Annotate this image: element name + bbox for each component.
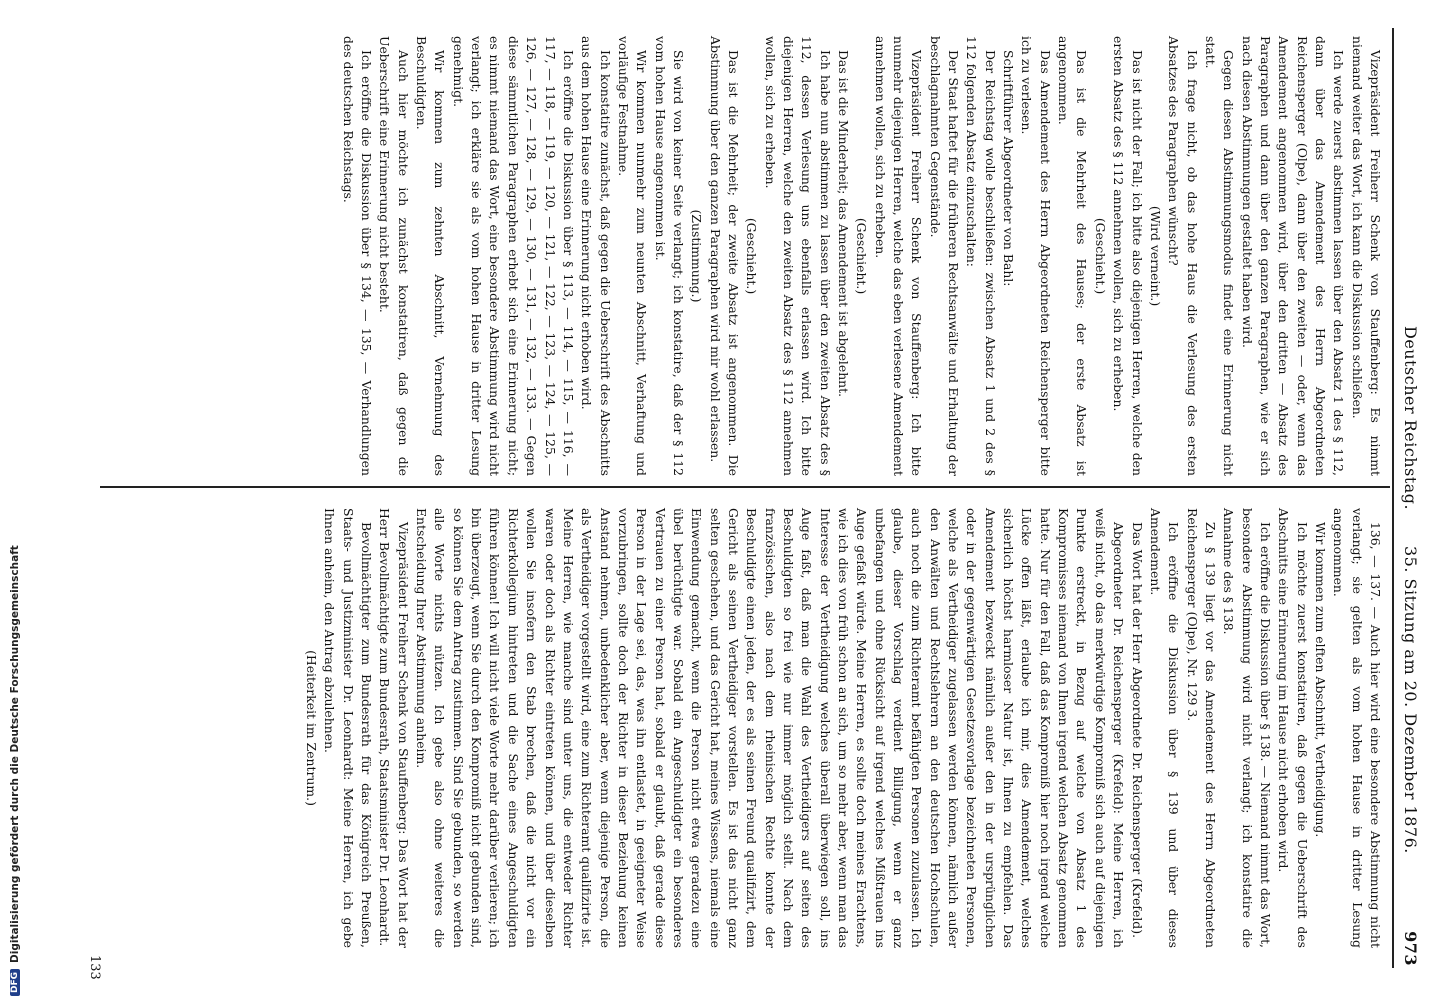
paragraph: Ich möchte zuerst konstatiren, daß gegen die Ueberschrift des Abschnitts eine Erinnerung im Hause nicht erhoben wird. [1276, 508, 1310, 948]
paragraph: Der Reichstag wolle beschließen: zwischen Absatz 1 und 2 des § 112 folgenden Absatz einzuschalten: [964, 36, 998, 476]
header-sitting: 35. Sitzung am 20. Dezember 1876. [1401, 546, 1420, 854]
running-header [1396, 36, 1422, 966]
paragraph: Ich werde zuerst abstimmen lassen über den Absatz 1 des § 112, dann über das Amendement des Herrn Abgeordneten Reichensperger (Olpe), dann über den zweiten — oder, wenn das Amendement angenommen wird, über den dritten — Absatz des Paragraphen und dann über den ganzen Paragraphen, wie er sich nach diesen Abstimmungen gestaltet haben wird. [1239, 36, 1347, 476]
digitization-credit: Digitalisierung gefördert durch die Deutsche Forschungsgemeinschaft [9, 545, 21, 963]
paragraph: Auch hier möchte ich zunächst konstatiren, daß gegen die Ueberschrift eine Erinnerung nicht besteht. [377, 36, 411, 476]
paragraph: Gegen diesen Abstimmungsmodus findet eine Erinnerung nicht statt. [1202, 36, 1237, 476]
paragraph: Das ist die Mehrheit des Hauses; der erste Absatz ist angenommen. [1056, 36, 1090, 476]
paragraph: (Zustimmung.) [689, 209, 705, 303]
paragraph: (Geschieht.) [744, 217, 760, 295]
paragraph: Vizepräsident Freiherr Schenk von Stauffenberg: Ich bitte nunmehr diejenigen Herren, welche das eben verlesene Amendement annehmen wollen, sich zu erheben. [872, 36, 925, 476]
paragraph: Bevollmächtigter zum Bundesrath für das Königreich Preußen, Staats- und Justizminister Dr. Leonhardt: Meine Herren, ich gebe Ihnen anheim, den Antrag abzulehnen. [322, 508, 375, 948]
left-column [338, 36, 1384, 476]
paragraph: Sie wird von keiner Seite verlangt; ich konstatire, daß der § 112 vom hohen Hause angenommen ist. [652, 36, 686, 476]
digitization-credit-band [8, 0, 22, 1000]
paragraph: (Heiterkeit im Zentrum.) [304, 650, 320, 806]
header-title: Deutscher Reichstag. [1401, 326, 1420, 511]
rotated-document-page [72, 0, 1432, 1000]
paragraph: Der Staat haftet für die früheren Rechtsanwälte und Erhaltung der beschlagnahmten Gegenstände. [927, 36, 962, 476]
header-rule [1392, 28, 1394, 968]
header-page-number: 973 [1401, 931, 1420, 966]
paragraph: Das ist die Minderheit; das Amendement ist abgelehnt. [836, 50, 852, 398]
paragraph: Das Amendement des Herrn Abgeordneten Reichensperger bitte ich zu verlesen. [1019, 36, 1053, 476]
paragraph: Schriftführer Abgeordneter von Bahl: [1001, 50, 1017, 287]
paragraph: (Geschieht.) [854, 217, 870, 295]
dfg-logo-icon: DFG [10, 969, 20, 996]
paragraph: Das Wort hat der Herr Abgeordnete Dr. Reichensperger (Krefeld). [1129, 522, 1145, 939]
paragraph: 136, — 137. — Auch hier wird eine besondere Abstimmung nicht verlangt; sie gelten als vom hohen Hause in dritter Lesung angenommen. [1331, 508, 1383, 948]
paragraph: Das ist nicht der Fall; ich bitte also diejenigen Herren, welche den ersten Absatz des § 112 annehmen wollen, sich zu erheben. [1111, 36, 1145, 476]
paragraph: Vizepräsident Freiherr Schenk von Stauffenberg: Das Wort hat der Herr Bevollmächtigte zum Bundesrath, Staatsminister Dr. Leonhardt. [377, 508, 411, 948]
paragraph: (Wird verneint.) [1147, 205, 1163, 307]
paragraph: (Geschieht.) [1092, 217, 1108, 295]
paragraph: Wir kommen nunmehr zum neunten Abschnitt, Verhaftung und vorläufige Festnahme. [615, 36, 650, 476]
paragraph: Ich eröffne die Diskussion über § 138. — Niemand nimmt das Wort, besondere Abstimmung wird nicht verlangt; ich konstatire die Annahme des § 138. [1221, 508, 1273, 948]
paragraph: Ich habe nun abstimmen zu lassen über den zweiten Absatz des § 112, dessen Verlesung uns ebenfalls erlassen wird. Ich bitte diejenigen Herren, welche den zweiten Absatz des § 112 annehmen wollen, sich zu erheben. [762, 36, 833, 476]
paragraph: Ich frage nicht, ob das hohe Haus die Verlesung des ersten Absatzes des Paragraphen wünscht? [1166, 36, 1200, 476]
paragraph: Das ist die Mehrheit; der zweite Absatz ist angenommen. Die Abstimmung über den ganzen Paragraphen wird mir wohl erlassen. [707, 36, 741, 476]
column-divider [100, 486, 1390, 488]
bottom-page-number: 133 [87, 955, 102, 980]
paragraph: Zu § 139 liegt vor das Amendement des Herrn Abgeordneten Reichensperger (Olpe), Nr. 129 3. [1184, 508, 1218, 948]
paragraph: Ich eröffne die Diskussion über § 139 und über dieses Amendement. [1147, 508, 1182, 948]
right-column [302, 508, 1384, 948]
paragraph: Wir kommen zum elften Abschnitt, Vertheidigung. [1312, 522, 1328, 838]
paragraph: Abgeordneter Dr. Reichensperger (Krefeld): Meine Herren, ich weiß nicht, ob das merkwürdige Kompromiß sich auch auf diejenigen Punkte erstreckt, in Bezug auf welche von Absatz 1 des Kompromisses niemand von Ihnen irgend welchen Absatz genommen hatte. Nur für den Fall, daß das Kompromiß hier noch irgend welche Lücke offen läßt, erlaube ich mir, dies Amendement, welches sicherlich höchst harmloser Natur ist, Ihnen zu empfehlen. Das Amendement bezweckt nämlich außer den in der ursprünglichen oder in der gegenwärtigen Gesetzesvorlage bezeichneten Personen, welche als Vertheidiger zugelassen werden können, nämlich außer den Anwälten und Rechtslehrern an den deutschen Hochschulen, auch noch die zum Richteramt befähigten Personen zuzulassen. Ich glaube, dieser Vorschlag verdient Billigung, wenn er ganz unbefangen und ohne Rücksicht auf irgend welches Mißtrauen ins Auge gefaßt würde. Meine Herren, es sollte doch meines Erachtens, wie ich dies von früh schon an sich, um so mehr aber, wenn man das Interesse der Vertheidigung welches überall überwiegen soll, ins Auge faßt, daß man die Wahl des Vertheidigers auf seiten des Beschuldigten so frei wie nur immer möglich stellt. Nach dem französischen, also nach dem rheinischen Rechte konnte der Beschuldigte einen jeden, der es als seinen Freund qualifizirt, dem Gericht als seinen Vertheidiger vorstellen. Es ist das nicht ganz selten geschehen, und das Gericht hat, meines Wissens, niemals eine Einwendung gemacht, wenn die Person nicht etwa geradezu eine übel berüchtigte war. Sobald ein Angeschuldigter ein besonderes Vertrauen zu einer Person hat, sobald er glaubt, daß gerade diese Person in der Lage sei, das, was ihn entlastet, in geeigneter Weise vorzubringen, sollte doch der Richter in dieser Beziehung keinen Anstand nehmen, unbedenklicher aber, wenn diejenige Person, die als Vertheidiger vorgestellt wird, eine zum Richteramt qualifizirte ist. Meine Herren, wie manche sind unter uns, die entweder Richter waren oder doch als Richter eintreten können, und über dieselben wollen Sie insofern den Stab brechen, daß die nicht vor ein Richterkollegium hintreten und die Sache eines Angeschuldigten führen können! Ich will nicht viele Worte mehr darüber verlieren; ich bin überzeugt, wenn Sie durch den Kompromiß nicht gebunden sind, so können Sie dem Antrag zustimmen. Sind Sie gebunden, so werden alle Worte nichts nützen. Ich gebe also ohne weiteres die Entscheidung Ihrer Abstimmung anheim. [414, 508, 1127, 948]
paragraph: Ich eröffne die Diskussion über § 113, — 114, — 115, — 116, — 117, — 118, — 119, — 120, — 121, — 122, — 123, — 124, — 125, — 126, — 127, — 128, — 129, — 130, — 131, — 132, — 133. — Gegen diese sämmtlichen Paragraphen erhebt sich eine Erinnerung nicht; es nimmt niemand das Wort, eine besondere Abstimmung wird nicht verlangt; ich erkläre sie als vom hohen Hause in dritter Lesung genehmigt. [450, 36, 576, 476]
paragraph: Wir kommen zum zehnten Abschnitt, Vernehmung des Beschuldigten. [414, 36, 448, 476]
paragraph: Vizepräsident Freiherr Schenk von Stauffenberg: Es nimmt niemand weiter das Wort, ich kann die Diskussion schließen. [1349, 36, 1383, 476]
paragraph: Ich eröffne die Diskussion über § 134, — 135, — Verhandlungen des deutschen Reichstags. [340, 36, 375, 476]
paragraph: Ich konstatire zunächst, daß gegen die Ueberschrift des Abschnitts aus dem hohen Hause eine Erinnerung nicht erhoben wird. [579, 36, 613, 476]
